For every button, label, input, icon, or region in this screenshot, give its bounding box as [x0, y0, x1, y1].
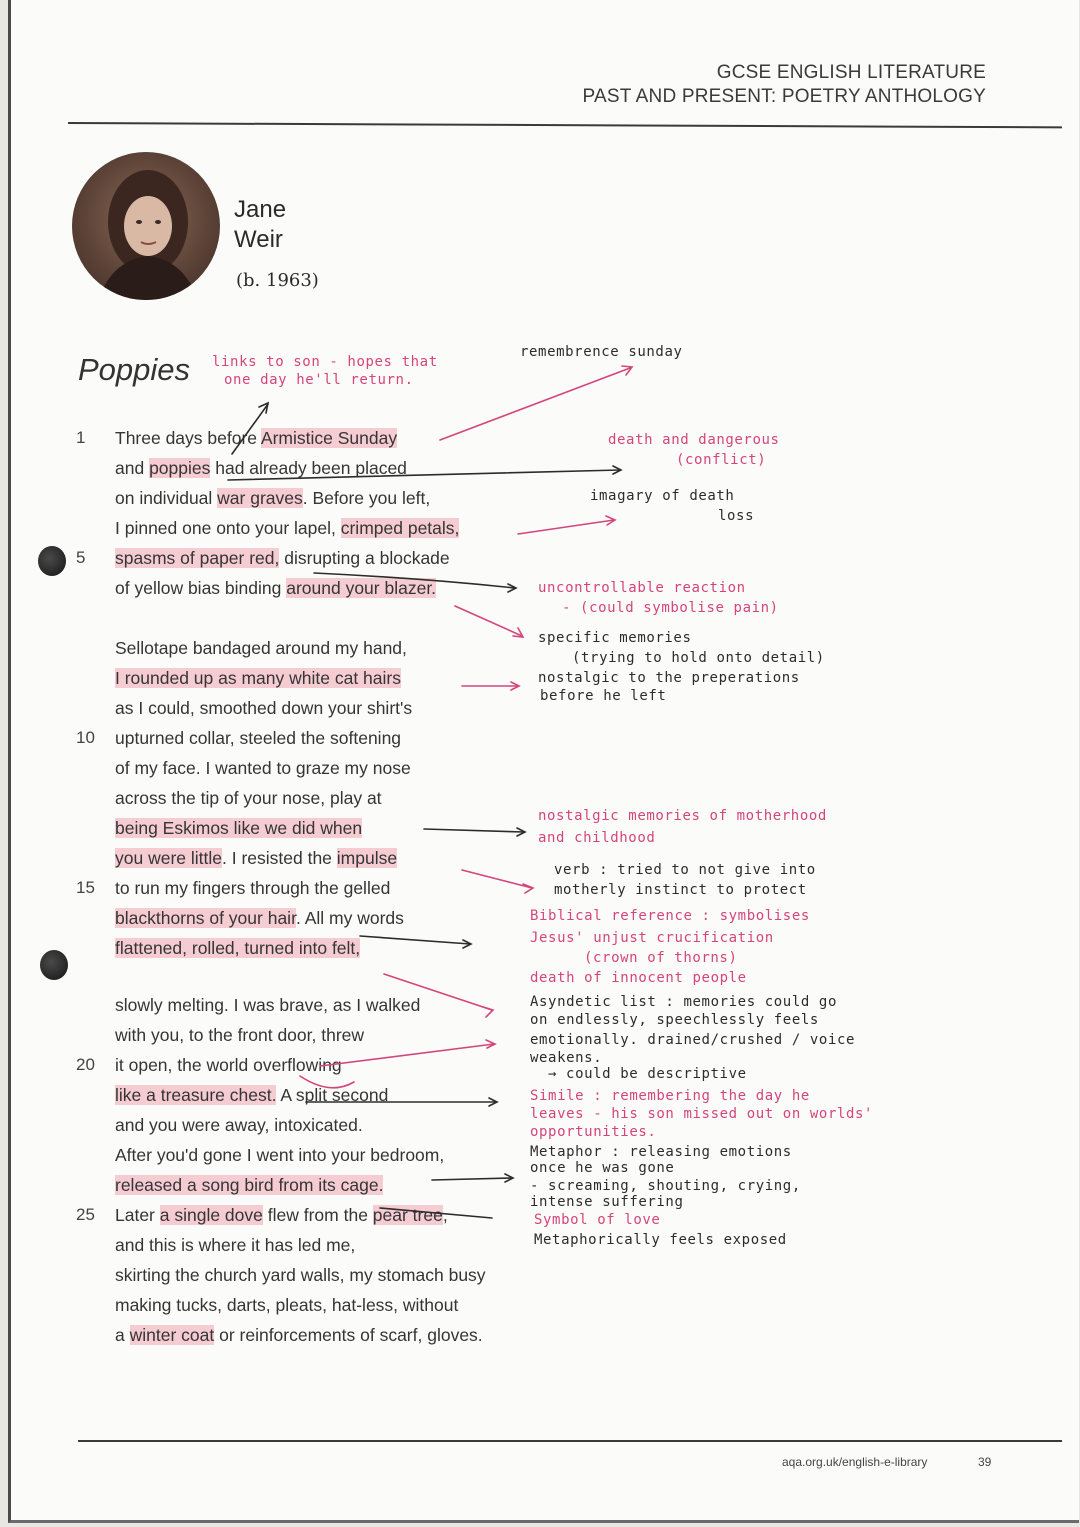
line-text: After you'd gone I went into your bedroom, — [115, 1145, 445, 1165]
annotation-note: nostalgic memories of motherhood — [538, 808, 827, 824]
line-text: slowly melting. I was brave, as I walked — [115, 995, 421, 1015]
line-text: . I resisted the — [222, 848, 337, 868]
highlighted-phrase: blackthorns of your hair — [115, 908, 296, 928]
line-text: making tucks, darts, pleats, hat-less, without — [115, 1295, 459, 1315]
highlighted-phrase: a single dove — [159, 1205, 263, 1225]
annotation-note: specific memories — [538, 630, 692, 646]
arrow-overflowing — [320, 1044, 494, 1066]
highlighted-phrase: around your blazer. — [286, 578, 437, 598]
line-text: or reinforcements of scarf, gloves. — [214, 1325, 483, 1345]
line-text: and you were away, intoxicated. — [115, 1115, 363, 1135]
highlighted-phrase: like a treasure chest. — [115, 1085, 277, 1105]
line-text: on individual — [115, 488, 218, 508]
line-text: and this is where it has led me, — [115, 1235, 356, 1255]
line-text: A split second — [276, 1085, 389, 1105]
annotation-note: death of innocent people — [530, 970, 747, 986]
annotation-note: death and dangerous — [608, 432, 780, 448]
annotation-note: - (could symbolise pain) — [562, 600, 779, 616]
highlighted-phrase: I rounded up as many white cat hairs — [115, 668, 401, 688]
annotation-note: loss — [718, 508, 755, 524]
annotation-note: Jesus' unjust crucification — [530, 930, 774, 946]
highlighted-phrase: poppies — [149, 458, 211, 478]
punch-hole-lower — [40, 950, 68, 980]
page-number: 39 — [978, 1455, 992, 1469]
highlighted-phrase: crimped petals, — [340, 518, 460, 538]
annotation-note: remembrence sunday — [520, 344, 683, 360]
line-text: flew from the — [262, 1205, 373, 1225]
line-text: and — [115, 458, 150, 478]
highlighted-phrase: impulse — [336, 848, 398, 868]
line-number: 10 — [76, 728, 95, 747]
annotation-note: opportunities. — [530, 1124, 657, 1140]
line-text: of my face. I wanted to graze my nose — [115, 758, 411, 778]
line-text: I pinned one onto your lapel, — [115, 518, 341, 538]
line-text: it open, the world overflowing — [115, 1055, 342, 1075]
line-text: , — [442, 1205, 448, 1225]
line-text: Later — [115, 1205, 160, 1225]
annotation-note: one day he'll return. — [224, 372, 414, 388]
annotation-note: (conflict) — [676, 452, 767, 468]
line-text: as I could, smoothed down your shirt's — [115, 698, 413, 718]
line-text: Three days before — [115, 428, 261, 448]
line-text: a — [115, 1325, 130, 1345]
arrow-blazer — [314, 573, 515, 588]
arrow-remembrance — [440, 368, 630, 440]
highlighted-phrase: Armistice Sunday — [260, 428, 398, 448]
punch-hole-upper — [38, 546, 66, 576]
line-number: 25 — [76, 1205, 95, 1224]
annotation-note: → could be descriptive — [548, 1066, 747, 1082]
arrow-felt — [360, 936, 470, 944]
annotation-note: once he was gone — [530, 1160, 675, 1176]
line-text: across the tip of your nose, play at — [115, 788, 382, 808]
line-text: had already been placed — [210, 458, 407, 478]
annotation-note: Biblical reference : symbolises — [530, 908, 810, 924]
annotation-note: and childhood — [538, 830, 656, 846]
annotation-note: nostalgic to the preperations — [538, 670, 800, 686]
arrow-crimped — [518, 520, 614, 534]
annotation-note: on endlessly, speechlessly feels — [530, 1012, 819, 1028]
line-number: 20 — [76, 1055, 95, 1074]
arrowhead-melting — [483, 1007, 493, 1017]
highlighted-phrase: released a song bird from its cage. — [115, 1175, 384, 1195]
arrow-blazer-down — [455, 606, 522, 636]
line-text: to run my fingers through the gelled — [115, 878, 391, 898]
line-text: Sellotape bandaged around my hand, — [115, 638, 407, 658]
annotation-note: leaves - his son missed out on worlds' — [530, 1106, 874, 1122]
annotation-note: Simile : remembering the day he — [530, 1088, 810, 1104]
annotation-note: intense suffering — [530, 1194, 684, 1210]
annotation-note: verb : tried to not give into — [554, 862, 816, 878]
annotation-note: Asyndetic list : memories could go — [530, 994, 837, 1010]
highlighted-phrase: being Eskimos like we did when — [115, 818, 363, 838]
mark-before — [232, 404, 268, 454]
annotation-note: uncontrollable reaction — [538, 580, 746, 596]
highlighted-phrase: pear tree — [372, 1205, 443, 1225]
arrow-eskimos — [424, 829, 524, 832]
highlighted-phrase: you were little — [115, 848, 222, 868]
highlighted-phrase: winter coat — [129, 1325, 215, 1345]
line-text: upturned collar, steeled the softening — [115, 728, 402, 748]
strike-pear-tree — [380, 1208, 492, 1218]
arrow-melting — [384, 974, 492, 1010]
poet-birth-year: (b. 1963) — [236, 270, 319, 291]
poet-first-name: Jane — [234, 196, 287, 223]
arrow-song-bird — [432, 1178, 512, 1180]
arrow-impulse — [462, 870, 532, 888]
line-number: 1 — [76, 428, 86, 447]
annotation-note: Metaphorically feels exposed — [534, 1232, 787, 1248]
line-number: 15 — [76, 878, 95, 897]
line-text: . Before you left, — [302, 488, 431, 508]
annotation-note: imagary of death — [590, 488, 735, 504]
arrow-poppies — [228, 470, 620, 480]
highlighted-phrase: spasms of paper red, — [115, 548, 280, 568]
arrow-overflowing-loop — [300, 1076, 354, 1088]
footer-rule — [78, 1440, 1062, 1442]
line-text: . All my words — [295, 908, 404, 928]
poet-surname: Weir — [234, 226, 283, 253]
highlighted-phrase: flattened, rolled, turned into felt, — [115, 938, 361, 958]
header-subject: GCSE ENGLISH LITERATURE — [716, 62, 986, 83]
highlighted-phrase: war graves — [217, 488, 303, 508]
header-anthology: PAST AND PRESENT: POETRY ANTHOLOGY — [582, 86, 986, 107]
annotation-note: Symbol of love — [534, 1212, 661, 1228]
annotation-note: (trying to hold onto detail) — [572, 650, 825, 666]
footer-url: aqa.org.uk/english-e-library — [782, 1455, 928, 1469]
annotation-note: weakens. — [530, 1050, 603, 1066]
annotation-note: - screaming, shouting, crying, — [530, 1178, 801, 1194]
arrowhead-impulse — [523, 884, 533, 893]
poem-title: Poppies — [78, 352, 191, 387]
annotation-note: links to son - hopes that — [212, 354, 438, 370]
line-number: 5 — [76, 548, 86, 567]
annotation-note: emotionally. drained/crushed / voice — [530, 1032, 856, 1048]
annotation-note: motherly instinct to protect — [554, 882, 807, 898]
line-text: of yellow bias binding — [115, 578, 287, 598]
line-text: disrupting a blockade — [279, 548, 450, 568]
line-text: skirting the church yard walls, my stomach busy — [115, 1265, 486, 1285]
annotation-note: Metaphor : releasing emotions — [530, 1144, 792, 1160]
annotation-note: before he left — [540, 688, 667, 704]
line-text: with you, to the front door, threw — [115, 1025, 365, 1045]
annotation-note: (crown of thorns) — [584, 950, 738, 966]
